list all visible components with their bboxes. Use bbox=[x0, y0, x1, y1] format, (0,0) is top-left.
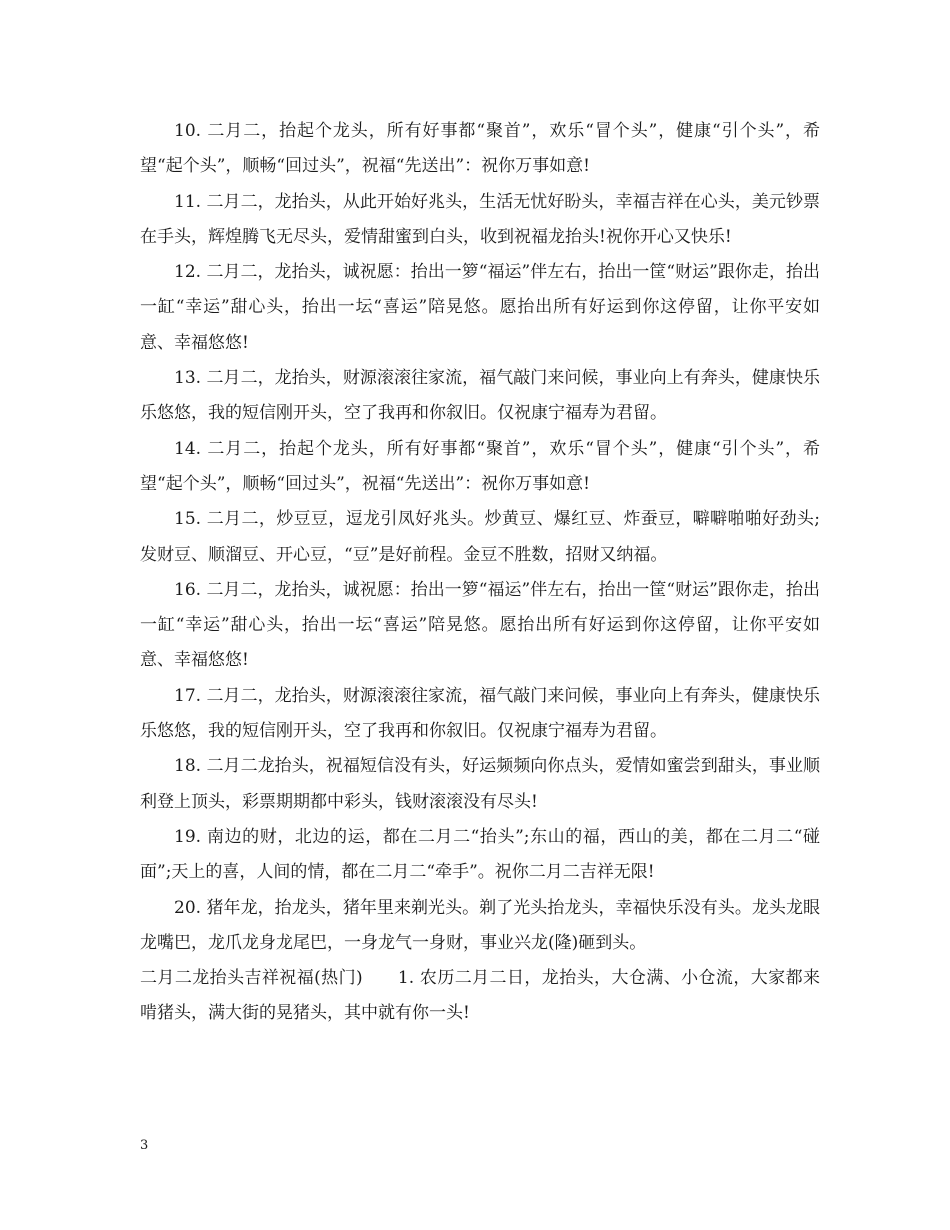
paragraph-17: 17. 二月二，龙抬头，财源滚滚往家流，福气敲门来问候，事业向上有奔头，健康快乐乐悠悠，我的短信刚开头，空了我再和你叙旧。仅祝康宁福寿为君留。 bbox=[140, 685, 820, 742]
paragraph-15: 15. 二月二，炒豆豆，逗龙引凤好兆头。炒黄豆、爆红豆、炸蚕豆，噼噼啪啪好劲头;发财豆、顺溜豆、开心豆，“豆”是好前程。金豆不胜数，招财又纳福。 bbox=[140, 509, 820, 565]
paragraph-14: 14. 二月二，抬起个龙头，所有好事都“聚首”，欢乐“冒个头”，健康“引个头”，希望“起个头”，顺畅“回过头”，祝福“先送出”：祝你万事如意! bbox=[140, 438, 820, 494]
paragraph-11: 11. 二月二，龙抬头，从此开始好兆头，生活无忧好盼头，幸福吉祥在心头，美元钞票在手头，辉煌腾飞无尽头，爱情甜蜜到白头，收到祝福龙抬头!祝你开心又快乐! bbox=[140, 191, 820, 247]
paragraph-13: 13. 二月二，龙抬头，财源滚滚往家流，福气敲门来问候，事业向上有奔头，健康快乐乐悠悠，我的短信刚开头，空了我再和你叙旧。仅祝康宁福寿为君留。 bbox=[140, 368, 820, 424]
page-number: 3 bbox=[140, 1138, 149, 1153]
paragraph-16: 16. 二月二，龙抬头，诚祝愿：抬出一箩“福运”伴左右，抬出一筐“财运”跟你走，抬出一缸“幸运”甜心头，抬出一坛“喜运”陪晃悠。愿抬出所有好运到你这停留，让你平安如意、幸福悠悠! bbox=[140, 579, 820, 671]
document-body bbox=[140, 114, 820, 1032]
paragraph-18: 18. 二月二龙抬头，祝福短信没有头，好运频频向你点头，爱情如蜜尝到甜头，事业顺利登上顶头，彩票期期都中彩头，钱财滚滚没有尽头! bbox=[140, 756, 820, 812]
paragraph-20: 20. 猪年龙，抬龙头，猪年里来剃光头。剃了光头抬龙头，幸福快乐没有头。龙头龙眼龙嘴巴，龙爪龙身龙尾巴，一身龙气一身财，事业兴龙(隆)砸到头。 bbox=[140, 897, 820, 953]
paragraph-12: 12. 二月二，龙抬头，诚祝愿：抬出一箩“福运”伴左右，抬出一筐“财运”跟你走，抬出一缸“幸运”甜心头，抬出一坛“喜运”陪晃悠。愿抬出所有好运到你这停留，让你平安如意、幸福悠悠! bbox=[140, 262, 820, 353]
section-heading-line: 二月二龙抬头吉祥祝福(热门) 1. 农历二月二日，龙抬头，大仓满、小仓流，大家都来啃猪头，满大街的晃猪头，其中就有你一头! bbox=[140, 968, 820, 1024]
paragraph-10: 10. 二月二，抬起个龙头，所有好事都“聚首”，欢乐“冒个头”，健康“引个头”，希望“起个头”，顺畅“回过头”，祝福“先送出”：祝你万事如意! bbox=[140, 121, 820, 177]
paragraph-19: 19. 南边的财，北边的运，都在二月二“抬头”;东山的福，西山的美，都在二月二“碰面”;天上的喜，人间的情，都在二月二“牵手”。祝你二月二吉祥无限! bbox=[140, 826, 820, 883]
